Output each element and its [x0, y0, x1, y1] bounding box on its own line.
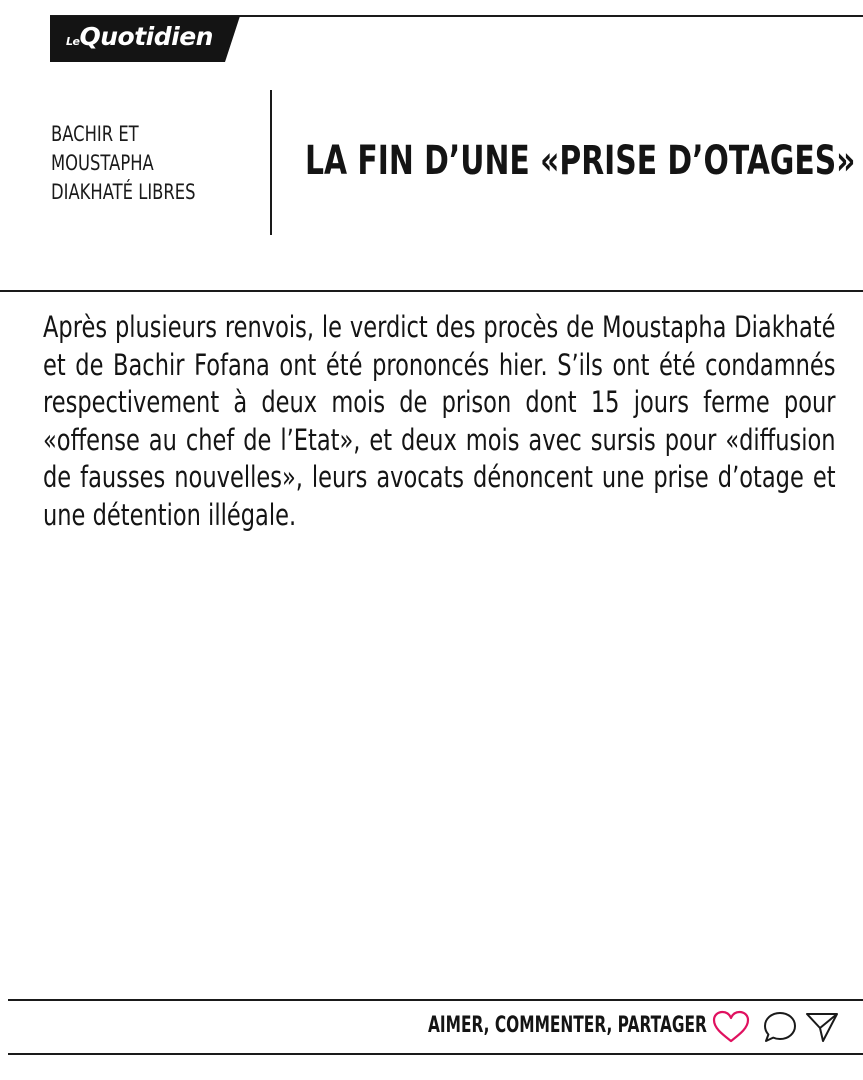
- logo-name: Quotidien: [79, 22, 213, 51]
- article-body: Après plusieurs renvois, le verdict des procès de Moustapha Diakhaté et de Bachir Fofana ont été prononcés hier. S’ils ont été condamnés respectivement à deux mois de prison dont 15 jours ferme pour «offense au chef de l’Etat», et deux mois avec sursis pour «diffusion de fausses nouvelles», leurs avocats dénoncent une prise d’otage et une détention illégale.: [43, 310, 836, 532]
- logo-wordmark: [66, 22, 213, 51]
- heart-icon[interactable]: [712, 1010, 748, 1046]
- comment-icon[interactable]: [762, 1010, 798, 1046]
- section-divider: [0, 290, 863, 292]
- engagement-call-to-action: AIMER, COMMENTER, PARTAGER: [428, 1013, 707, 1038]
- footer-top-divider: [8, 999, 863, 1001]
- brand-logo: [50, 16, 240, 62]
- article-kicker: BACHIR ET MOUSTAPHA DIAKHATÉ LIBRES: [51, 122, 196, 204]
- logo-prefix: Le: [66, 35, 80, 48]
- share-icon[interactable]: [804, 1010, 840, 1046]
- footer-bottom-divider: [8, 1053, 863, 1055]
- vertical-divider: [270, 90, 272, 235]
- article-headline: LA FIN D’UNE «PRISE D’OTAGES»: [305, 138, 856, 184]
